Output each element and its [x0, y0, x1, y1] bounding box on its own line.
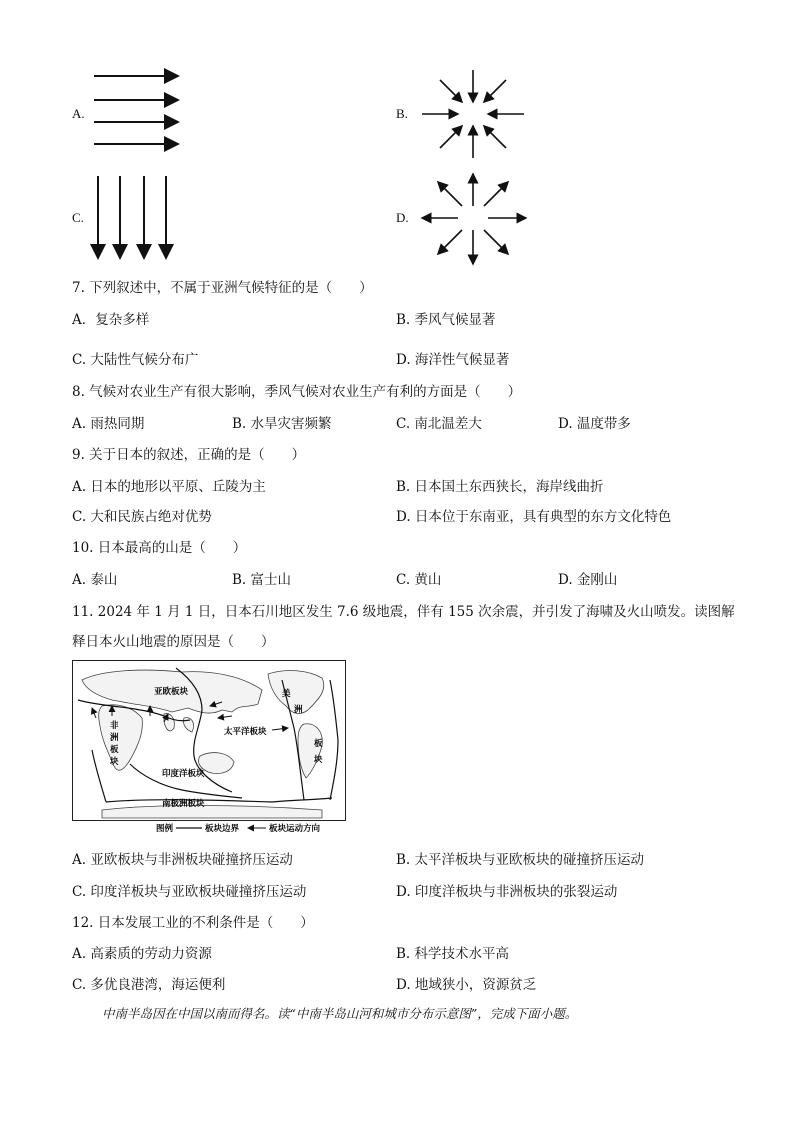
question-12-option-d[interactable]: D. 地域狭小，资源贫乏	[396, 977, 537, 993]
question-12-stem: 12. 日本发展工业的不利条件是（ ）	[72, 915, 314, 931]
question-7-option-b[interactable]: B. 季风气候显著	[396, 312, 496, 328]
question-9-option-c[interactable]: C. 大和民族占绝对优势	[72, 509, 212, 525]
label-eurasian-plate: 亚欧板块	[154, 687, 189, 697]
question-7-stem: 7. 下列叙述中，不属于亚洲气候特征的是（ ）	[72, 280, 373, 296]
label-african-plate-2: 洲	[110, 733, 119, 743]
question-7-option-d[interactable]: D. 海洋性气候显著	[396, 352, 510, 368]
figure-option-a-label: A.	[72, 106, 85, 121]
label-indian-plate: 印度洋板块	[162, 769, 205, 779]
legend-direction-label: 板块运动方向	[269, 824, 321, 834]
label-antarctic-plate: 南极洲板块	[162, 799, 205, 809]
question-8-option-a[interactable]: A. 雨热同期	[72, 416, 145, 432]
question-8-stem: 8. 气候对农业生产有很大影响，季风气候对农业生产有利的方面是（ ）	[72, 384, 522, 400]
question-9-option-b[interactable]: B. 日本国土东西狭长，海岸线曲折	[396, 479, 604, 495]
label-african-plate-1: 非	[110, 721, 119, 731]
question-10-option-a[interactable]: A. 泰山	[72, 572, 118, 588]
question-11-option-d[interactable]: D. 印度洋板块与非洲板块的张裂运动	[396, 884, 618, 900]
section-intro-note: 中南半岛因在中国以南而得名。读“中南半岛山河和城市分布示意图”，完成下面小题。	[102, 1006, 578, 1021]
question-9-option-d[interactable]: D. 日本位于东南亚，具有典型的东方文化特色	[396, 509, 672, 525]
converging-arrows-figure	[418, 66, 528, 162]
question-10-option-b[interactable]: B. 富士山	[232, 572, 292, 588]
question-12-option-b[interactable]: B. 科学技术水平高	[396, 946, 510, 962]
label-african-plate-3: 板	[110, 745, 119, 755]
figure-option-c-label: C.	[72, 210, 84, 225]
diverging-arrows-figure	[418, 170, 530, 268]
label-african-plate-4: 块	[110, 757, 119, 767]
question-10-stem: 10. 日本最高的山是（ ）	[72, 540, 247, 556]
question-12-option-c[interactable]: C. 多优良港湾，海运便利	[72, 977, 226, 993]
label-american-plate-4: 块	[314, 755, 323, 765]
question-9-option-a[interactable]: A. 日本的地形以平原、丘陵为主	[72, 479, 266, 495]
question-9-stem: 9. 关于日本的叙述，正确的是（ ）	[72, 447, 306, 463]
question-12-option-a[interactable]: A. 高素质的劳动力资源	[72, 946, 212, 962]
legend-title: 图例	[156, 824, 174, 834]
question-8-option-c[interactable]: C. 南北温差大	[396, 416, 482, 432]
parallel-horizontal-arrows-figure	[90, 66, 190, 156]
question-8-option-b[interactable]: B. 水旱灾害频繁	[232, 416, 332, 432]
question-10-option-d[interactable]: D. 金刚山	[558, 572, 618, 588]
label-american-plate-3: 板	[314, 739, 323, 749]
parallel-vertical-arrows-figure	[88, 172, 180, 264]
question-8-option-d[interactable]: D. 温度带多	[558, 416, 631, 432]
question-10-option-c[interactable]: C. 黄山	[396, 572, 442, 588]
label-american-plate-2: 洲	[294, 705, 303, 715]
question-11-option-c[interactable]: C. 印度洋板块与亚欧板块碰撞挤压运动	[72, 884, 307, 900]
question-11-stem-line-1: 11. 2024 年 1 月 1 日，日本石川地区发生 7.6 级地震，伴有 155 次余震，并引发了海啸及火山喷发。读图解	[72, 604, 735, 620]
question-11-option-b[interactable]: B. 太平洋板块与亚欧板块的碰撞挤压运动	[396, 852, 645, 868]
label-american-plate-1: 美	[282, 689, 291, 699]
figure-option-d-label: D.	[396, 210, 409, 225]
figure-option-b-label: B.	[396, 106, 408, 121]
plate-tectonics-map	[72, 660, 346, 836]
question-7-option-a[interactable]: A．复杂多样	[72, 312, 150, 328]
legend-boundary-label: 板块边界	[205, 824, 240, 834]
question-7-option-c[interactable]: C. 大陆性气候分布广	[72, 352, 199, 368]
question-11-stem-line-2: 释日本火山地震的原因是（ ）	[72, 634, 275, 650]
label-pacific-plate: 太平洋板块	[224, 727, 267, 737]
question-11-option-a[interactable]: A. 亚欧板块与非洲板块碰撞挤压运动	[72, 852, 293, 868]
